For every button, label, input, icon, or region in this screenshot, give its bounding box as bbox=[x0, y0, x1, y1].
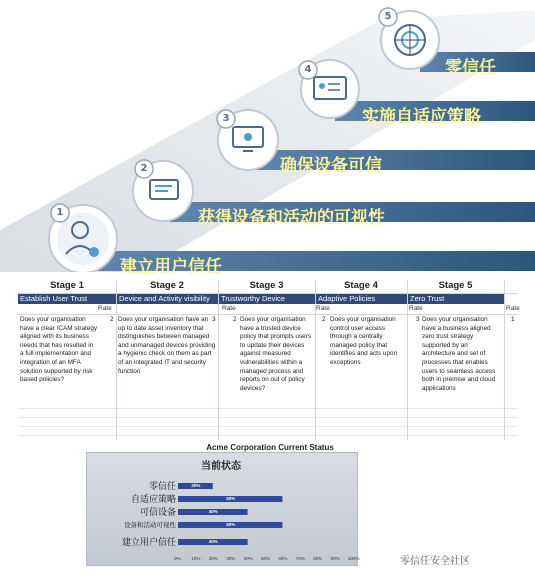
bar-value-label-3: 60% bbox=[226, 522, 236, 527]
category-label-3: 设备和活动可视性 bbox=[124, 521, 176, 529]
stage-2-header: Stage 2 bbox=[150, 280, 184, 291]
stage-4-header: Stage 4 bbox=[344, 280, 378, 291]
stage-5-title-bar: Zero Trust bbox=[408, 294, 504, 304]
x-tick-label-1: 10% bbox=[191, 556, 201, 561]
step-label-4: 实施自适应策略 bbox=[362, 107, 481, 127]
step-label-2: 获得设备和活动的可视性 bbox=[198, 208, 385, 228]
step-number-4: 4 bbox=[304, 64, 312, 75]
stage-3-title-bar: Trustworthy Device bbox=[219, 294, 315, 304]
stage-2-title-bar: Device and Activity visibility bbox=[117, 294, 218, 304]
step-number-2: 2 bbox=[140, 163, 148, 174]
stage-1-rate-label: Rate bbox=[98, 305, 112, 312]
watermark: 零信任安全社区 bbox=[400, 556, 470, 567]
stage-assessment-sheet bbox=[18, 280, 518, 440]
step-label-1: 建立用户信任 bbox=[120, 257, 222, 277]
step-label-3: 确保设备可信 bbox=[280, 156, 382, 176]
stage-3-rate-label: Rate bbox=[316, 305, 330, 312]
chart-section-title: Acme Corporation Current Status bbox=[206, 443, 334, 452]
x-tick-label-7: 70% bbox=[295, 556, 305, 561]
bar-value-label-4: 40% bbox=[208, 539, 218, 544]
x-tick-label-5: 50% bbox=[261, 556, 271, 561]
stage-5-rate-label: Rate bbox=[506, 305, 520, 312]
bar-value-label-0: 20% bbox=[191, 483, 201, 488]
stage-1-question: Does your organisation have a clear ICAM strategy aligned with its business needs that has resulted in a full implementation and integration of an MFA solution supported by risk based policies? bbox=[20, 316, 98, 384]
category-label-2: 可信设备 bbox=[139, 508, 176, 518]
stage-2-rate-value[interactable]: 3 bbox=[212, 316, 216, 323]
stage-5-rate-value[interactable]: 1 bbox=[511, 316, 515, 323]
step-number-3: 3 bbox=[222, 113, 230, 124]
stage-5-header: Stage 5 bbox=[438, 280, 473, 291]
stage-5-rate-prefix: 3 bbox=[416, 316, 420, 323]
step-number-5: 5 bbox=[384, 11, 392, 22]
stage-1-title-bar: Establish User Trust bbox=[18, 294, 116, 304]
step-label-5: 零信任 bbox=[445, 58, 496, 78]
x-tick-label-4: 40% bbox=[243, 556, 253, 561]
x-tick-label-6: 60% bbox=[278, 556, 288, 561]
bar-value-label-2: 40% bbox=[208, 509, 218, 514]
bar-value-label-1: 60% bbox=[226, 496, 236, 501]
stage-3-rate-value[interactable]: 2 bbox=[233, 316, 237, 323]
category-label-1: 自适应策略 bbox=[130, 495, 176, 505]
stage-2-rate-label: Rate bbox=[222, 305, 236, 312]
x-tick-label-8: 80% bbox=[313, 556, 323, 561]
step-number-1: 1 bbox=[56, 207, 64, 218]
stage-4-rate-value[interactable]: 2 bbox=[322, 316, 326, 323]
x-tick-label-3: 30% bbox=[226, 556, 236, 561]
stage-4-question: Does your organisation control user access through a centrally managed policy that identifies and acts upon exceptions bbox=[330, 316, 398, 366]
stage-4-title-bar: Adaptive Policies bbox=[316, 294, 407, 304]
x-tick-label-10: 100% bbox=[348, 556, 360, 561]
stage-2-question: Does your organisation have an up to date asset inventory that distinguishes between managed and unmanaged devices providing a hygienic check on them as part of an integrated IT and security function bbox=[118, 316, 216, 375]
x-tick-label-9: 90% bbox=[330, 556, 340, 561]
stage-3-question: Does your organisation have a trusted device policy that prompts users to update their devices against measured vulnerabilities within a managed process and reports on out of policy devices? bbox=[240, 316, 312, 392]
staircase-infographic bbox=[0, 0, 535, 272]
stage-1-header: Stage 1 bbox=[50, 280, 84, 291]
category-label-0: 零信任 bbox=[148, 482, 176, 492]
stage-1-rate-value[interactable]: 2 bbox=[110, 316, 114, 323]
category-label-4: 建立用户信任 bbox=[121, 538, 176, 548]
x-tick-label-0: 0% bbox=[174, 556, 181, 561]
chart-title: 当前状态 bbox=[201, 461, 241, 472]
x-tick-label-2: 20% bbox=[208, 556, 218, 561]
stage-4-rate-label: Rate bbox=[409, 305, 423, 312]
stage-5-question: Does your organisation have a business aligned zero trust strategy supported by an architecture and set of processes that enables users to seamless access both in premise and cloud applications bbox=[422, 316, 496, 392]
stage-3-header: Stage 3 bbox=[249, 280, 284, 291]
